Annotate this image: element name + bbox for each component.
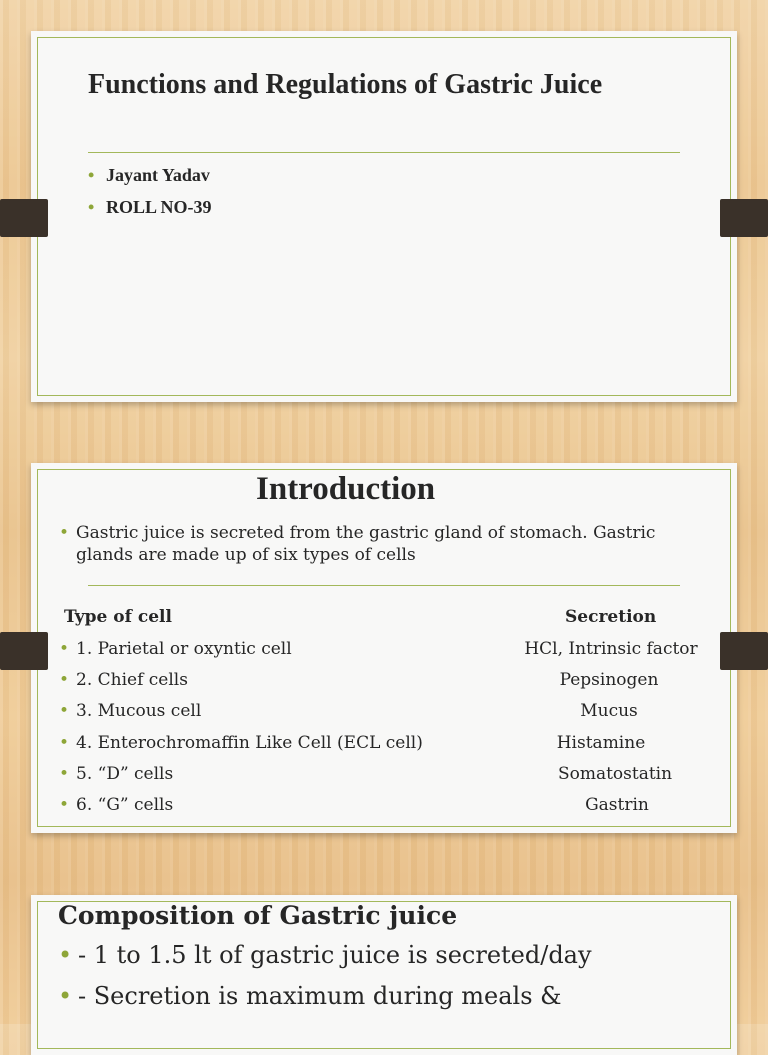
cell-type: 1. Parietal or oxyntic cell: [76, 639, 292, 659]
table-row: [59, 639, 292, 659]
column-header-cell-type: Type of cell: [64, 607, 172, 627]
secretion-value: HCl, Intrinsic factor: [524, 639, 698, 659]
secretion-value: Pepsinogen: [559, 670, 659, 690]
bullet-icon: •: [59, 670, 70, 690]
intro-bullet: [59, 522, 666, 566]
slide-composition: [31, 895, 737, 1055]
slide-title: [31, 31, 737, 402]
binder-tab-right: [720, 199, 768, 237]
bullet-icon: •: [59, 764, 70, 784]
binder-tab-left: [0, 199, 48, 237]
binder-tab-left: [0, 632, 48, 670]
intro-divider: [88, 585, 680, 586]
slide-introduction: [31, 463, 737, 833]
table-row: [59, 795, 173, 815]
bullet-icon: •: [58, 941, 73, 969]
slide-title-heading: Functions and Regulations of Gastric Juice: [88, 69, 603, 100]
cell-type: 4. Enterochromaffin Like Cell (ECL cell): [76, 733, 423, 753]
secretion-value: Somatostatin: [557, 764, 673, 784]
cell-type: 2. Chief cells: [76, 670, 188, 690]
composition-heading: Composition of Gastric juice: [58, 901, 458, 930]
secretion-value: Histamine: [556, 733, 646, 753]
table-row: [59, 764, 173, 784]
cell-type: 5. “D” cells: [76, 764, 174, 784]
roll-number-bullet: • ROLL NO-39: [88, 197, 212, 217]
bullet-icon: •: [59, 795, 70, 815]
composition-bullet: • - Secretion is maximum during meals &: [58, 982, 562, 1010]
composition-bullet: • - 1 to 1.5 lt of gastric juice is secreted/day: [58, 941, 592, 969]
bullet-icon: •: [88, 197, 95, 217]
introduction-heading: Introduction: [256, 471, 436, 507]
bullet-icon: •: [59, 733, 70, 753]
table-row: [59, 701, 201, 721]
title-divider: [88, 152, 680, 153]
author-bullet: • Jayant Yadav: [88, 165, 210, 185]
cell-type: 6. “G” cells: [76, 795, 174, 815]
bullet-icon: •: [59, 701, 70, 721]
column-header-secretion: Secretion: [565, 607, 657, 627]
bullet-icon: •: [58, 982, 73, 1010]
bullet-icon: •: [88, 165, 95, 185]
secretion-value: Mucus: [580, 701, 638, 721]
bullet-icon: •: [59, 639, 70, 659]
table-row: [59, 733, 423, 753]
bullet-icon: •: [59, 523, 70, 543]
binder-tab-right: [720, 632, 768, 670]
intro-text: Gastric juice is secreted from the gastric gland of stomach. Gastric glands are made up of six types of cells: [76, 523, 656, 565]
secretion-value: Gastrin: [585, 795, 649, 815]
cell-type: 3. Mucous cell: [76, 701, 202, 721]
table-row: [59, 670, 188, 690]
